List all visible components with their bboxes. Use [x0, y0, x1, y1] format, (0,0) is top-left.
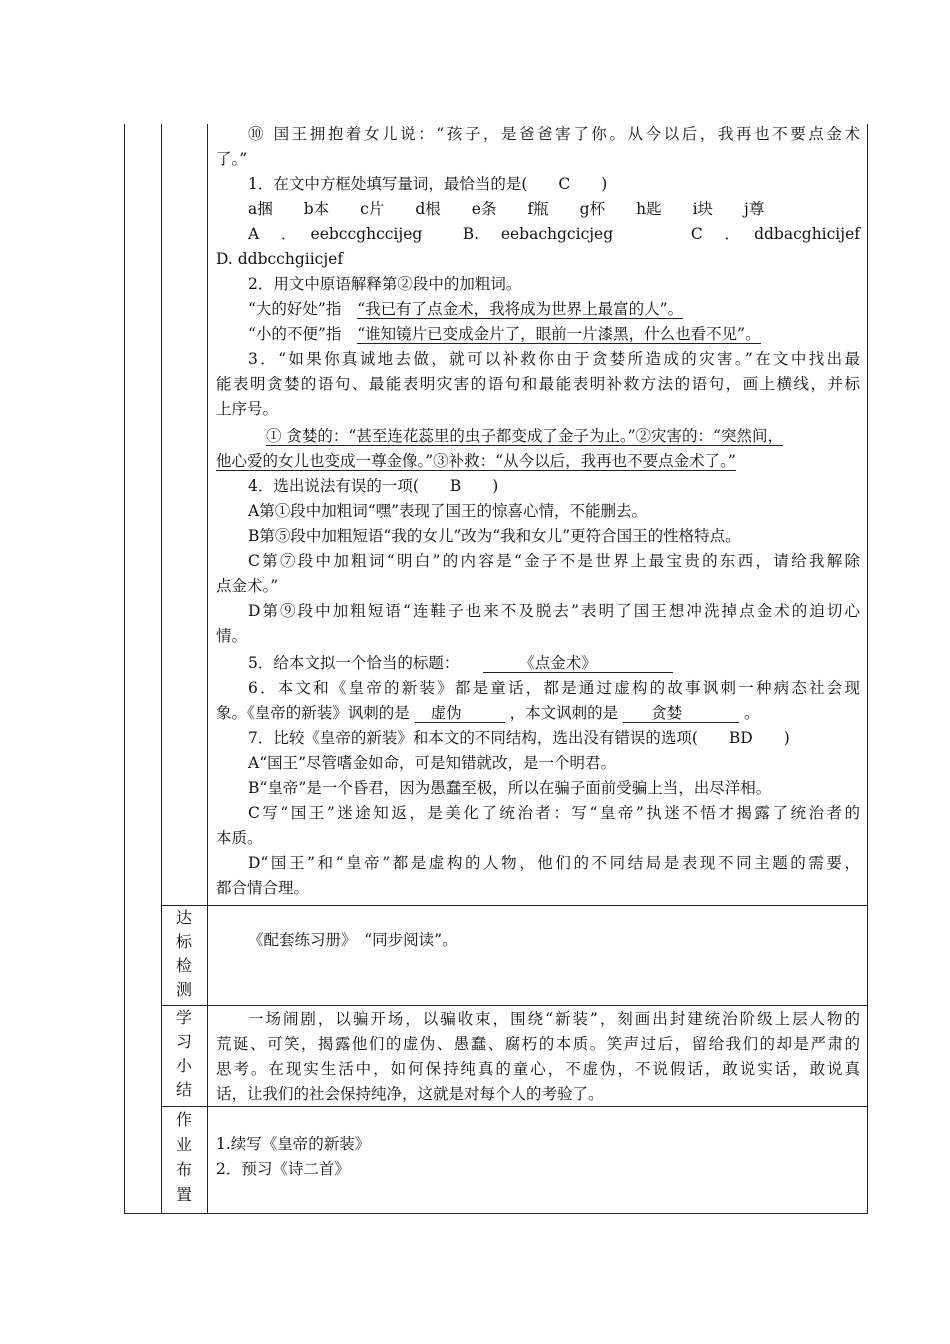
- question-7: 7．比较《皇帝的新装》和本文的不同结构，选出没有错误的选项( BD ): [248, 729, 790, 747]
- question-7-option-c: C写“国王”迷途知返，是美化了统治者：写“皇帝”执迷不悟才揭露了统治者的: [248, 804, 860, 822]
- underlined-answer: 他心爱的女儿也变成一尊金像。”③补救：“从今以后，我再也不要点金术了。”: [216, 452, 736, 470]
- section-label-char: 达: [175, 908, 192, 927]
- section-content: 话，让我们的社会保持纯净，这就是对每个人的考验了。: [216, 1085, 604, 1103]
- table-border-bottom: [124, 1213, 867, 1214]
- text-line: 了。”: [216, 150, 248, 168]
- question-1-options: a捆 b本 c片 d根 e条 f瓶 g杯 h匙 i块 j尊: [248, 200, 765, 218]
- homework-item: 2．预习《诗二首》: [216, 1160, 350, 1178]
- question-5: [248, 650, 673, 676]
- question-6-answer-1: 虚伪: [415, 704, 505, 723]
- question-2-answer-a: [248, 296, 683, 322]
- section-content: 思考。在现实生活中，如何保持纯真的童心，不虚伪，不说假话，敢说实话，敢说真: [216, 1060, 860, 1078]
- question-7-option-a: A“国王”尽管嗜金如命，可是知错就改，是一个明君。: [248, 754, 617, 772]
- section-content: 荒诞、可笑，揭露他们的虚伪、愚蠢、腐朽的本质。笑声过后，留给我们的却是严肃的: [216, 1035, 860, 1053]
- question-5-prompt: 5．给本文拟一个恰当的标题：: [248, 654, 460, 672]
- underlined-answer: “我已有了点金术，我将成为世界上最富的人”。: [357, 300, 684, 318]
- answer-label: “小的不便”指: [248, 325, 342, 343]
- question-4-option-c: C第⑦段中加粗词“明白”的内容是“金子不是世界上最宝贵的东西，请给我解除: [248, 552, 860, 570]
- question-1-choices: A ． eebccghccijeg B. eebachgcicjeg C ． ddbacghicijef: [248, 225, 860, 243]
- question-4-option-a: A第①段中加粗词“嘿”表现了国王的惊喜心情，不能删去。: [248, 502, 648, 520]
- section-label-char: 测: [175, 980, 192, 999]
- section-label-char: 标: [175, 932, 192, 951]
- section-content: 一场闹剧，以骗开场，以骗收束，围绕“新装”，刻画出封建统治阶级上层人物的: [248, 1010, 860, 1028]
- question-3-answer-line-2: [216, 448, 736, 474]
- text-line: 情。: [216, 627, 248, 645]
- question-4-option-b: B第⑤段中加粗短语“我的女儿”改为“我和女儿”更符合国王的性格特点。: [248, 527, 741, 545]
- question-1-choice-d: D. ddbcchgiicjef: [216, 250, 344, 268]
- section-label-char: 学: [175, 1008, 192, 1027]
- question-5-answer: 《点金术》: [483, 654, 673, 673]
- section-label-char: 布: [175, 1160, 192, 1179]
- underlined-answer: “谁知镜片已变成金片了，眼前一片漆黑，什么也看不见”。: [357, 325, 761, 343]
- text-line: 点金术。”: [216, 577, 279, 595]
- section-label-char: 业: [175, 1135, 192, 1154]
- text-line: 本质。: [216, 829, 263, 847]
- question-3: 3．“如果你真诚地去做，就可以补救你由于贪婪所造成的灾害。”在文中找出最: [248, 350, 860, 368]
- answer-label: “大的好处”指: [248, 300, 342, 318]
- question-7-option-d: D“国王”和“皇帝”都是虚构的人物，他们的不同结局是表现不同主题的需要，: [248, 854, 860, 872]
- section-label-char: 小: [175, 1056, 192, 1075]
- text-line: 都合情合理。: [216, 879, 310, 897]
- question-4-option-d: D第⑨段中加粗短语“连鞋子也来不及脱去”表明了国王想冲洗掉点金术的迫切心: [248, 602, 860, 620]
- question-3-answer-line-1: [266, 423, 860, 449]
- table-divider-2: [207, 124, 208, 1214]
- question-2: 2．用文中原语解释第②段中的加粗词。: [248, 275, 522, 293]
- section-label-char: 结: [175, 1080, 192, 1099]
- underlined-answer: ① 贪婪的：“甚至连花蕊里的虫子都变成了金子为止。”②灾害的：“突然间，: [266, 427, 783, 445]
- text-line: 上序号。: [216, 400, 279, 418]
- row-divider-1: [161, 905, 867, 906]
- question-2-answer-b: [248, 321, 761, 347]
- table-border-left: [124, 124, 125, 1214]
- table-border-right: [867, 124, 868, 1214]
- text-line: 能表明贪婪的语句、最能表明灾害的语句和最能表明补救方法的语句，画上横线，并标: [216, 375, 860, 393]
- section-label-char: 作: [175, 1110, 192, 1129]
- section-content: 《配套练习册》 “同步阅读”。: [248, 931, 458, 949]
- section-label-char: 检: [175, 956, 192, 975]
- question-1: 1．在文中方框处填写量词，最恰当的是( C ): [248, 175, 608, 193]
- question-7-option-b: B“皇帝”是一个昏君，因为愚蠢至极，所以在骗子面前受骗上当，出尽洋相。: [248, 779, 772, 797]
- question-6-answers: 象。《皇帝的新装》讽刺的是 虚伪 ，本文讽刺的是 贪婪 。: [216, 704, 760, 722]
- text-line: ⑩ 国王拥抱着女儿说：“孩子，是爸爸害了你。从今以后，我再也不要点金术: [248, 125, 860, 143]
- question-6: 6．本文和《皇帝的新装》都是童话，都是通过虚构的故事讽刺一种病态社会现: [248, 679, 860, 697]
- homework-item: 1.续写《皇帝的新装》: [216, 1135, 371, 1153]
- question-6-answer-2: 贪婪: [623, 704, 739, 723]
- section-label-char: 置: [175, 1185, 192, 1204]
- section-label-char: 习: [175, 1032, 192, 1051]
- question-4: 4．选出说法有误的一项( B ): [248, 477, 499, 495]
